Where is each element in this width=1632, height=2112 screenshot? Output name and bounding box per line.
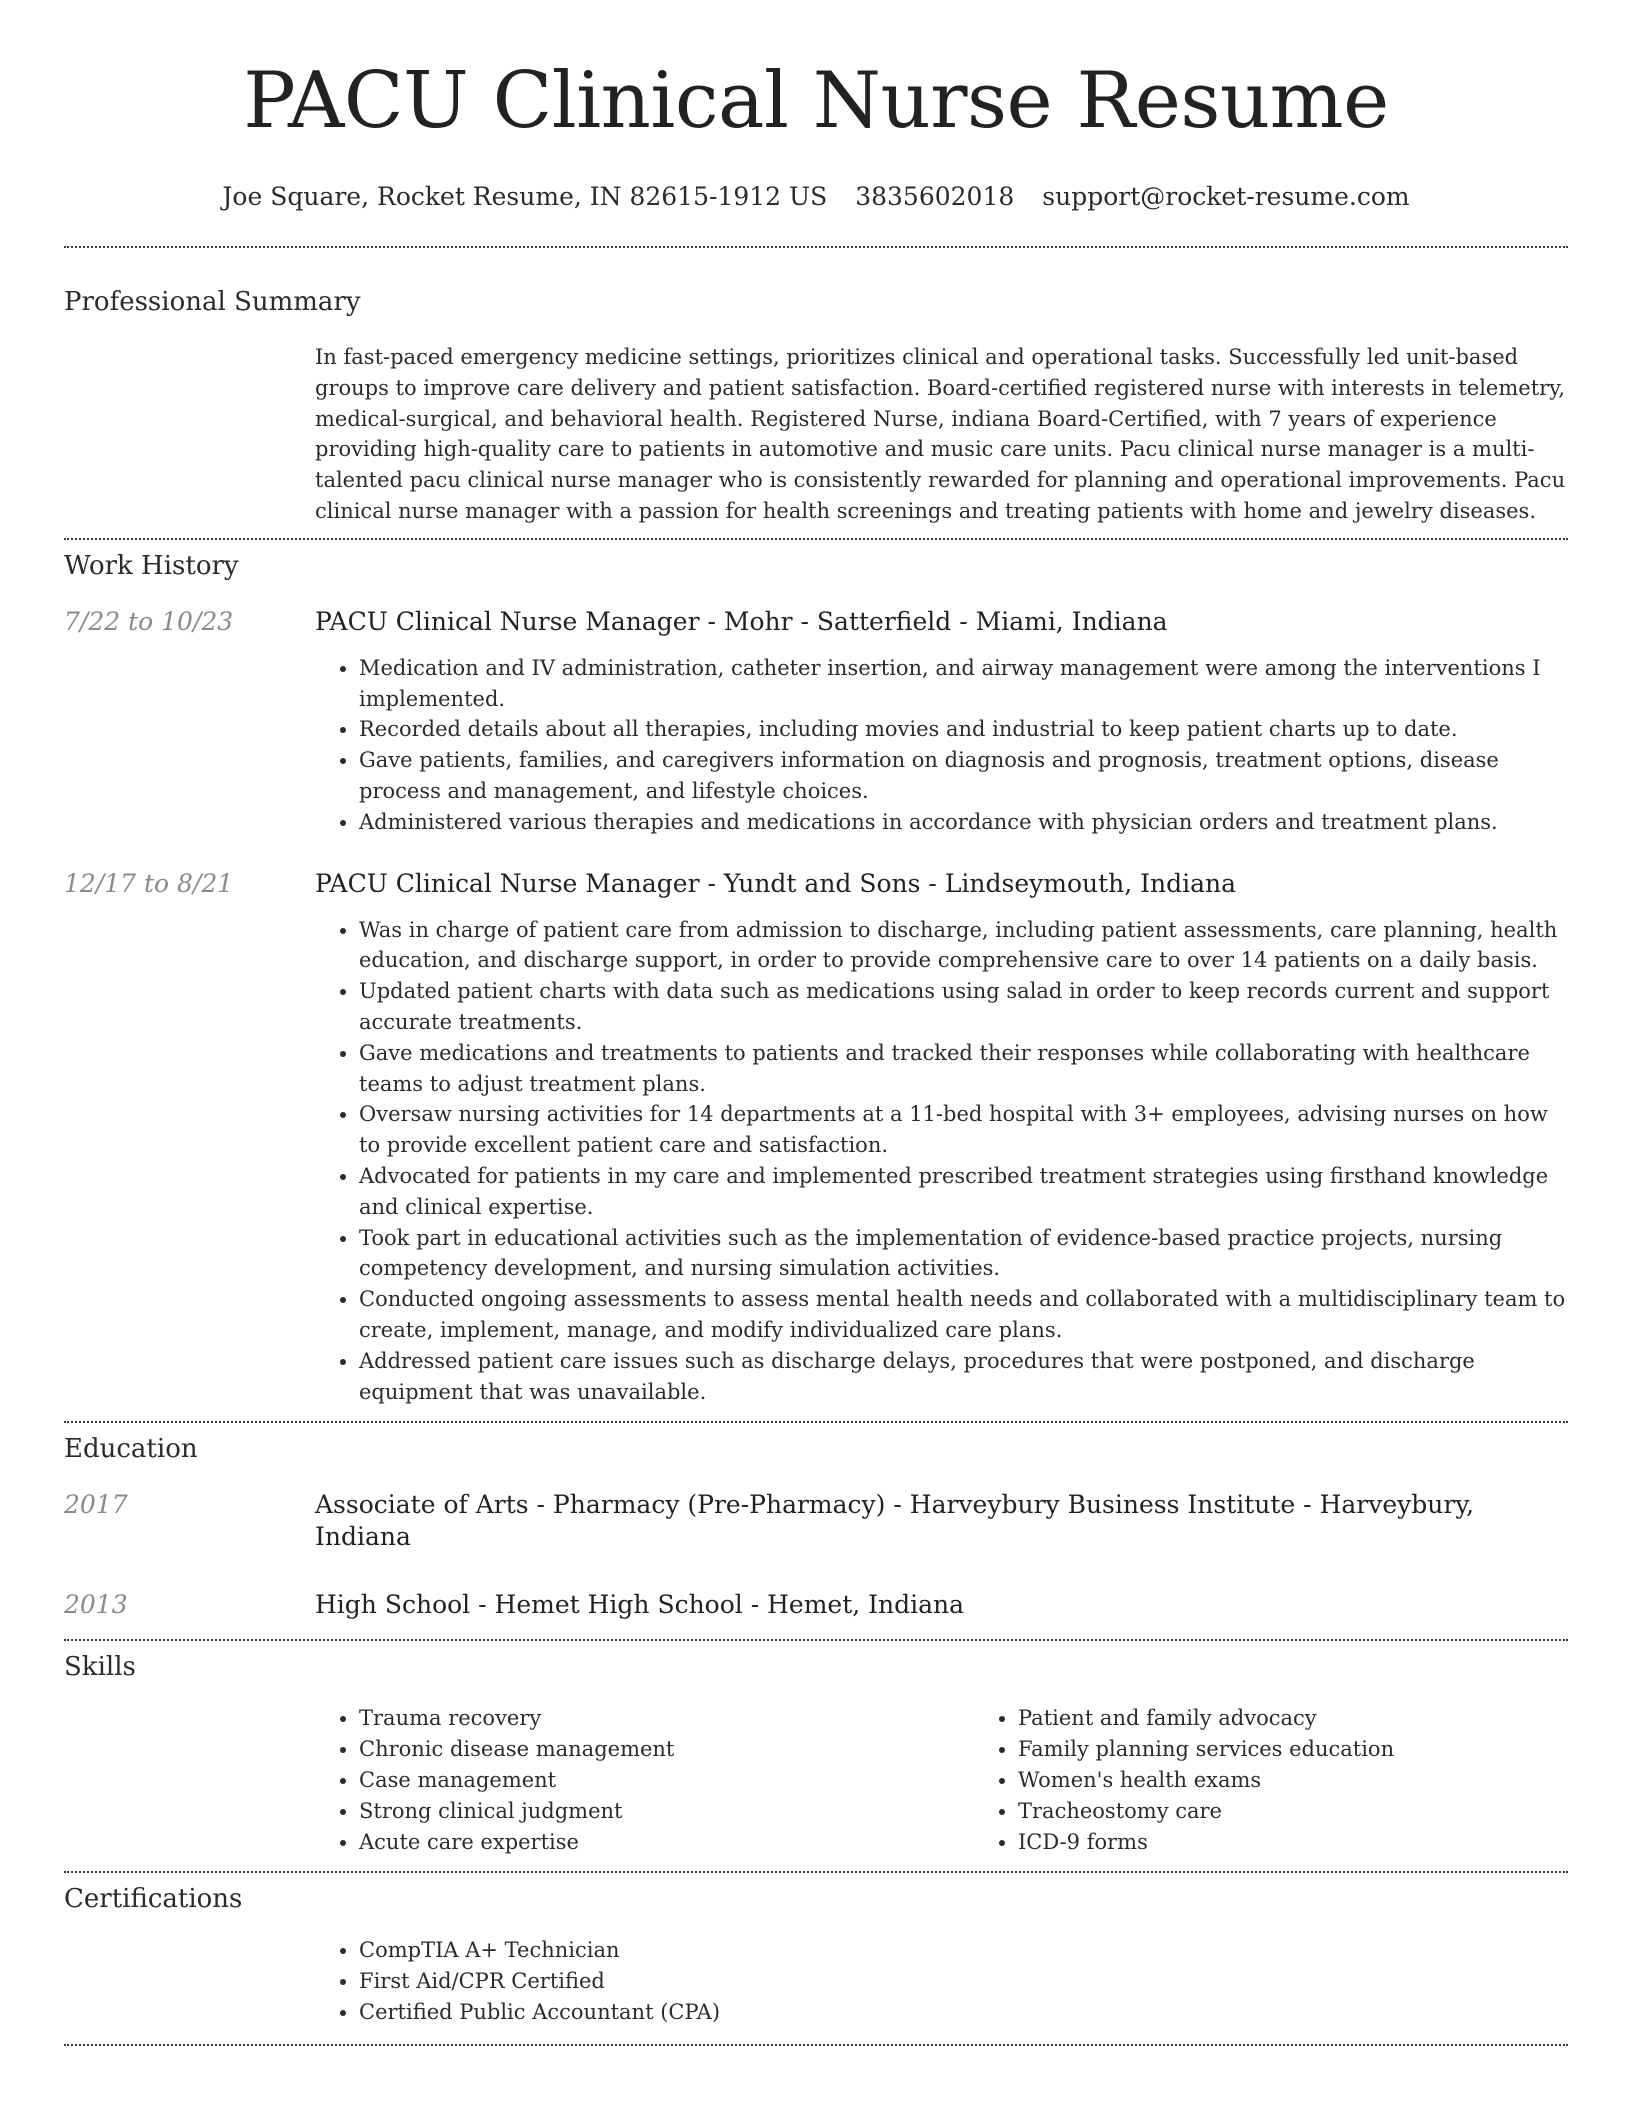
certifications-heading: Certifications xyxy=(64,1884,243,1915)
job-bullet: • Was in charge of patient care from admission to discharge, including patient assessments, care planning, health education, and discharge support, in order to provide comprehensive care to over 14 patients on a daily basis. xyxy=(359,915,1568,977)
skill-item: • Strong clinical judgment xyxy=(359,1796,974,1827)
job-bullet: • Administered various therapies and medications in accordance with physician orders and treatment plans. xyxy=(359,807,1568,838)
job-entry xyxy=(64,868,1568,1408)
job-bullet: • Oversaw nursing activities for 14 departments at a 11-bed hospital with 3+ employees, advising nurses on how to provide excellent patient care and satisfaction. xyxy=(359,1099,1568,1161)
job-bullet: • Medication and IV administration, catheter insertion, and airway management were among the interventions I implemented. xyxy=(359,653,1568,715)
summary-spacer xyxy=(64,342,315,527)
section-divider xyxy=(64,246,1568,248)
skills-list-right xyxy=(974,1703,1632,1857)
job-bullet: • Took part in educational activities such as the implementation of evidence-based practice projects, nursing competency development, and nursing simulation activities. xyxy=(359,1223,1568,1285)
summary-row xyxy=(64,342,1568,527)
section-divider xyxy=(64,2044,1568,2046)
resume-title: PACU Clinical Nurse Resume xyxy=(243,56,1389,146)
job-entry xyxy=(64,606,1568,838)
skill-item: • Acute care expertise xyxy=(359,1827,974,1858)
job-bullet: • Updated patient charts with data such as medications using salad in order to keep records current and support accurate treatments. xyxy=(359,976,1568,1038)
job-dates: 7/22 to 10/23 xyxy=(64,606,234,636)
job-bullets xyxy=(315,653,1568,838)
job-bullet: • Addressed patient care issues such as discharge delays, procedures that were postponed, and discharge equipment that was unavailable. xyxy=(359,1346,1568,1408)
job-bullet: • Advocated for patients in my care and implemented prescribed treatment strategies using firsthand knowledge and clinical expertise. xyxy=(359,1161,1568,1223)
education-text: High School - Hemet High School - Hemet, Indiana xyxy=(315,1590,965,1620)
summary-text: In fast-paced emergency medicine settings, prioritizes clinical and operational tasks. Successfully led unit-based groups to improve care delivery and patient satisfaction. Board-certified registered nurse with interests in telemetry, medical-surgical, and behavioral health. Registered Nurse, indiana Board-Certified, with 7 years of experience providing high-quality care to patients in automotive and music care units. Pacu clinical nurse manager is a multi-talented pacu clinical nurse manager who is consistently rewarded for planning and operational improvements. Pacu clinical nurse manager with a passion for health screenings and treating patients with home and jewelry diseases. xyxy=(315,345,1566,523)
job-title: PACU Clinical Nurse Manager - Mohr - Satterfield - Miami, Indiana xyxy=(315,606,1168,636)
skill-item: • Trauma recovery xyxy=(359,1703,974,1734)
certification-item: • CompTIA A+ Technician xyxy=(359,1935,1568,1966)
education-entry xyxy=(64,1589,1568,1621)
certifications-spacer xyxy=(64,1935,315,2027)
section-divider xyxy=(64,1639,1568,1641)
job-dates: 12/17 to 8/21 xyxy=(64,868,234,898)
skill-item: • Women's health exams xyxy=(1018,1765,1632,1796)
education-year: 2017 xyxy=(64,1490,128,1520)
skills-list-left xyxy=(315,1703,974,1857)
education-entry xyxy=(64,1489,1568,1553)
work-history-heading: Work History xyxy=(64,550,239,581)
certification-item: • First Aid/CPR Certified xyxy=(359,1966,1568,1997)
summary-heading: Professional Summary xyxy=(64,287,361,317)
skills-row xyxy=(64,1703,1568,1857)
job-bullet: • Conducted ongoing assessments to assess mental health needs and collaborated with a multidisciplinary team to create, implement, manage, and modify individualized care plans. xyxy=(359,1284,1568,1346)
skill-item: • ICD-9 forms xyxy=(1018,1827,1632,1858)
section-divider xyxy=(64,1421,1568,1423)
skills-columns xyxy=(315,1703,1632,1857)
contact-email: support@rocket-resume.com xyxy=(1042,182,1410,211)
education-heading: Education xyxy=(64,1434,198,1465)
certifications-list xyxy=(315,1935,1568,2027)
certifications-row xyxy=(64,1935,1568,2027)
job-bullet: • Recorded details about all therapies, including movies and industrial to keep patient charts up to date. xyxy=(359,714,1568,745)
skill-item: • Case management xyxy=(359,1765,974,1796)
certification-item: • Certified Public Accountant (CPA) xyxy=(359,1997,1568,2028)
education-year: 2013 xyxy=(64,1590,128,1620)
skill-item: • Chronic disease management xyxy=(359,1734,974,1765)
job-bullets xyxy=(315,915,1568,1408)
skills-spacer xyxy=(64,1703,315,1857)
skills-heading: Skills xyxy=(64,1652,136,1683)
education-text: Associate of Arts - Pharmacy (Pre-Pharmacy) - Harveybury Business Institute - Harveybury, Indiana xyxy=(315,1490,1475,1552)
skill-item: • Family planning services education xyxy=(1018,1734,1632,1765)
skill-item: • Tracheostomy care xyxy=(1018,1796,1632,1827)
contact-line xyxy=(64,182,1568,212)
job-title: PACU Clinical Nurse Manager - Yundt and Sons - Lindseymouth, Indiana xyxy=(315,868,1237,898)
contact-address: Joe Square, Rocket Resume, IN 82615-1912 US xyxy=(222,182,828,211)
section-divider xyxy=(64,538,1568,540)
skill-item: • Patient and family advocacy xyxy=(1018,1703,1632,1734)
contact-phone: 3835602018 xyxy=(855,182,1015,211)
job-bullet: • Gave patients, families, and caregivers information on diagnosis and prognosis, treatment options, disease process and management, and lifestyle choices. xyxy=(359,745,1568,807)
job-bullet: • Gave medications and treatments to patients and tracked their responses while collaborating with healthcare teams to adjust treatment plans. xyxy=(359,1038,1568,1100)
section-divider xyxy=(64,1871,1568,1873)
